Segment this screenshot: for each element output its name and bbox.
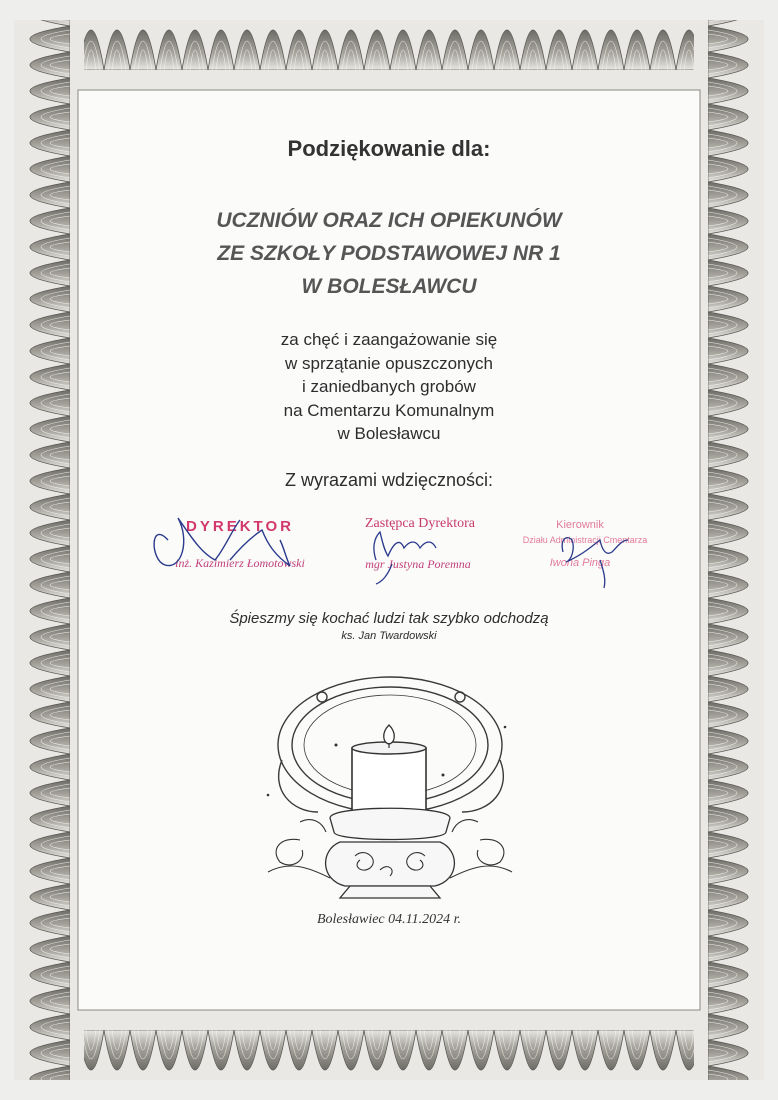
manager-stamp-department: Działu Administracji Cmentarza xyxy=(522,535,648,545)
manager-stamp-title: Kierownik xyxy=(556,519,604,531)
closing-line: Z wyrazami wdzięczności: xyxy=(284,470,494,490)
quote-author: ks. Jan Twardowski xyxy=(341,630,437,642)
director-stamp-name: inż. Kazimierz Łomotowski xyxy=(175,556,305,570)
candle-icon xyxy=(352,725,426,813)
reason-line: w Bolesławcu xyxy=(337,424,441,443)
reason-line: i zaniedbanych grobów xyxy=(302,377,476,396)
reason-line: na Cmentarzu Komunalnym xyxy=(283,400,495,420)
deputy-stamp-title: Zastępca Dyrektora xyxy=(365,516,475,531)
recipient-line: W BOLESŁAWCU xyxy=(301,275,477,298)
issue-date: Bolesławiec 04.11.2024 r. xyxy=(316,912,461,927)
quote-text: Śpieszmy się kochać ludzi tak szybko odchodzą xyxy=(229,610,549,627)
reason-line: za chęć i zaangażowanie się xyxy=(280,330,498,349)
certificate-heading: Podziękowanie dla: xyxy=(287,136,491,161)
recipient-line: ZE SZKOŁY PODSTAWOWEJ NR 1 xyxy=(217,242,561,265)
reason-line: w sprzątanie opuszczonych xyxy=(285,353,493,373)
manager-stamp-name: Iwona Pinga xyxy=(549,557,611,569)
director-stamp-title: DYREKTOR xyxy=(186,518,294,535)
deputy-stamp-name: mgr Justyna Poremna xyxy=(365,557,471,571)
recipient-line: UCZNIÓW ORAZ ICH OPIEKUNÓW xyxy=(216,209,562,232)
